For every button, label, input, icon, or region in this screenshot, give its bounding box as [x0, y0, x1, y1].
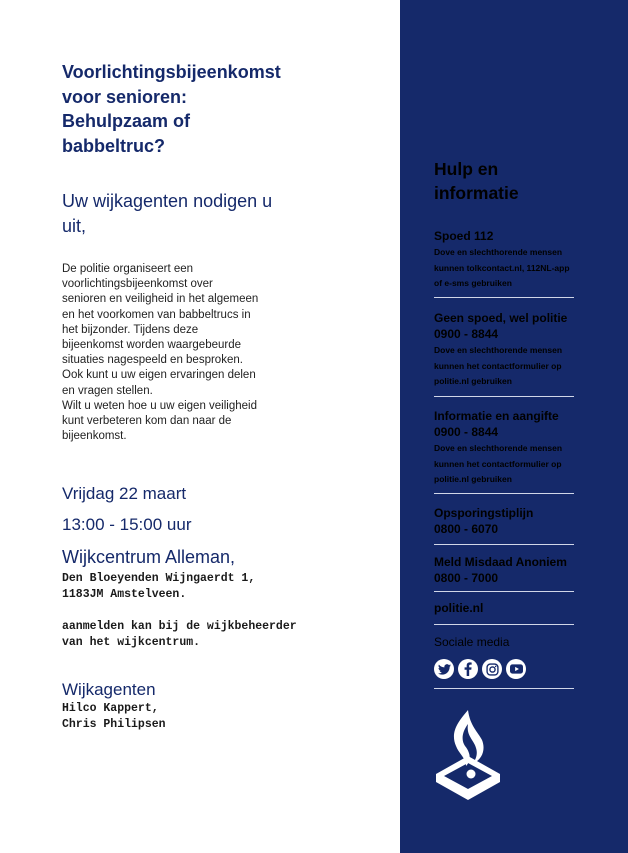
instagram-icon[interactable] — [482, 659, 502, 679]
info-phone[interactable]: 0900 - 8844 — [434, 425, 499, 439]
body-line: De politie organiseert een — [62, 263, 194, 275]
misdaad-section — [434, 554, 576, 586]
note-line: Dove en slechthorende mensen — [434, 247, 563, 257]
invitation-heading — [62, 189, 312, 239]
divider — [434, 297, 574, 298]
police-logo-icon — [434, 708, 502, 800]
geen-spoed-section — [434, 310, 576, 390]
title-line: Voorlichtingsbijeenkomst — [62, 62, 281, 82]
note-line: Dove en slechthorende mensen — [434, 443, 563, 453]
info-note — [434, 441, 576, 488]
invite-line: Uw wijkagenten nodigen u — [62, 191, 273, 211]
opsporing-title: Opsporingstiplijn — [434, 506, 534, 520]
youtube-icon[interactable] — [506, 659, 526, 679]
geen-spoed-phone[interactable]: 0900 - 8844 — [434, 327, 499, 341]
body-line: senioren en veiligheid in het algemeen — [62, 293, 259, 306]
help-heading — [434, 157, 584, 205]
note-line: politie.nl gebruiken — [434, 474, 512, 484]
help-heading-line: Hulp en — [434, 159, 499, 179]
help-heading-line: informatie — [434, 183, 519, 203]
signup-line: van het wijkcentrum. — [62, 636, 201, 649]
body-line: Ook kunt u uw eigen ervaringen delen — [62, 369, 256, 382]
body-line: Wilt u weten hoe u uw eigen veiligheid — [62, 399, 257, 412]
body-line: het bijzonder. Tijdens deze — [62, 323, 199, 336]
divider — [434, 591, 574, 592]
social-icons — [434, 659, 526, 679]
flyer-title — [62, 60, 322, 158]
twitter-icon[interactable] — [434, 659, 454, 679]
note-line: politie.nl gebruiken — [434, 376, 512, 386]
divider — [434, 688, 574, 689]
invite-line: uit, — [62, 216, 87, 236]
divider — [434, 396, 574, 397]
note-line: kunnen het contactformulier op — [434, 458, 562, 469]
divider — [434, 544, 574, 545]
info-title: Informatie en aangifte — [434, 409, 559, 423]
social-media-label: Sociale media — [434, 635, 510, 649]
geen-spoed-title: Geen spoed, wel politie — [434, 311, 568, 325]
agents-heading: Wijkagenten — [62, 680, 156, 699]
website-section — [434, 600, 576, 616]
title-line: Behulpzaam of — [62, 111, 191, 131]
agents-names — [62, 701, 166, 732]
title-line: babbeltruc? — [62, 135, 166, 156]
body-line: en vragen stellen. — [62, 384, 153, 397]
body-line: en het voorkomen van babbeltrucs in — [62, 308, 251, 321]
event-time: 13:00 - 15:00 uur — [62, 515, 192, 534]
body-line: voorlichtingsbijeenkomst over — [62, 278, 213, 291]
event-venue: Wijkcentrum Alleman, — [62, 547, 236, 567]
note-line: of e-sms gebruiken — [434, 278, 512, 288]
misdaad-title: Meld Misdaad Anoniem — [434, 555, 567, 569]
event-date: Vrijdag 22 maart — [62, 484, 187, 503]
note-line: kunnen tolkcontact.nl, 112NL-app — [434, 262, 570, 273]
note-line: kunnen het contactformulier op — [434, 360, 562, 371]
facebook-icon[interactable] — [458, 659, 478, 679]
body-line: bijeenkomst. — [62, 430, 127, 443]
spoed-note — [434, 245, 576, 292]
address-line: Den Bloeyenden Wijngaerdt 1, — [62, 572, 256, 585]
venue-address — [62, 571, 255, 602]
informatie-section — [434, 408, 576, 488]
misdaad-phone[interactable]: 0800 - 7000 — [434, 571, 499, 585]
divider — [434, 493, 574, 494]
signup-instructions — [62, 619, 297, 651]
intro-paragraph — [62, 262, 297, 444]
agent-name: Chris Philipsen — [62, 717, 166, 731]
opsporing-phone[interactable]: 0800 - 6070 — [434, 522, 499, 536]
spoed-section — [434, 228, 576, 292]
body-line: situaties nagespeeld en besproken. — [62, 354, 243, 367]
divider — [434, 624, 574, 625]
body-line: kunt verbeteren kom dan naar de — [62, 415, 232, 428]
note-line: Dove en slechthorende mensen — [434, 345, 563, 355]
spoed-title: Spoed 112 — [434, 229, 494, 243]
opsporing-section — [434, 505, 576, 537]
signup-line: aanmelden kan bij de wijkbeheerder — [62, 620, 297, 633]
body-line: bijeenkomst worden waargebeurde — [62, 339, 241, 352]
address-line: 1183JM Amstelveen. — [62, 587, 187, 601]
title-line: voor senioren: — [62, 86, 188, 107]
agent-name: Hilco Kappert, — [62, 702, 159, 715]
geen-spoed-note — [434, 343, 576, 390]
website-link[interactable]: politie.nl — [434, 601, 484, 615]
